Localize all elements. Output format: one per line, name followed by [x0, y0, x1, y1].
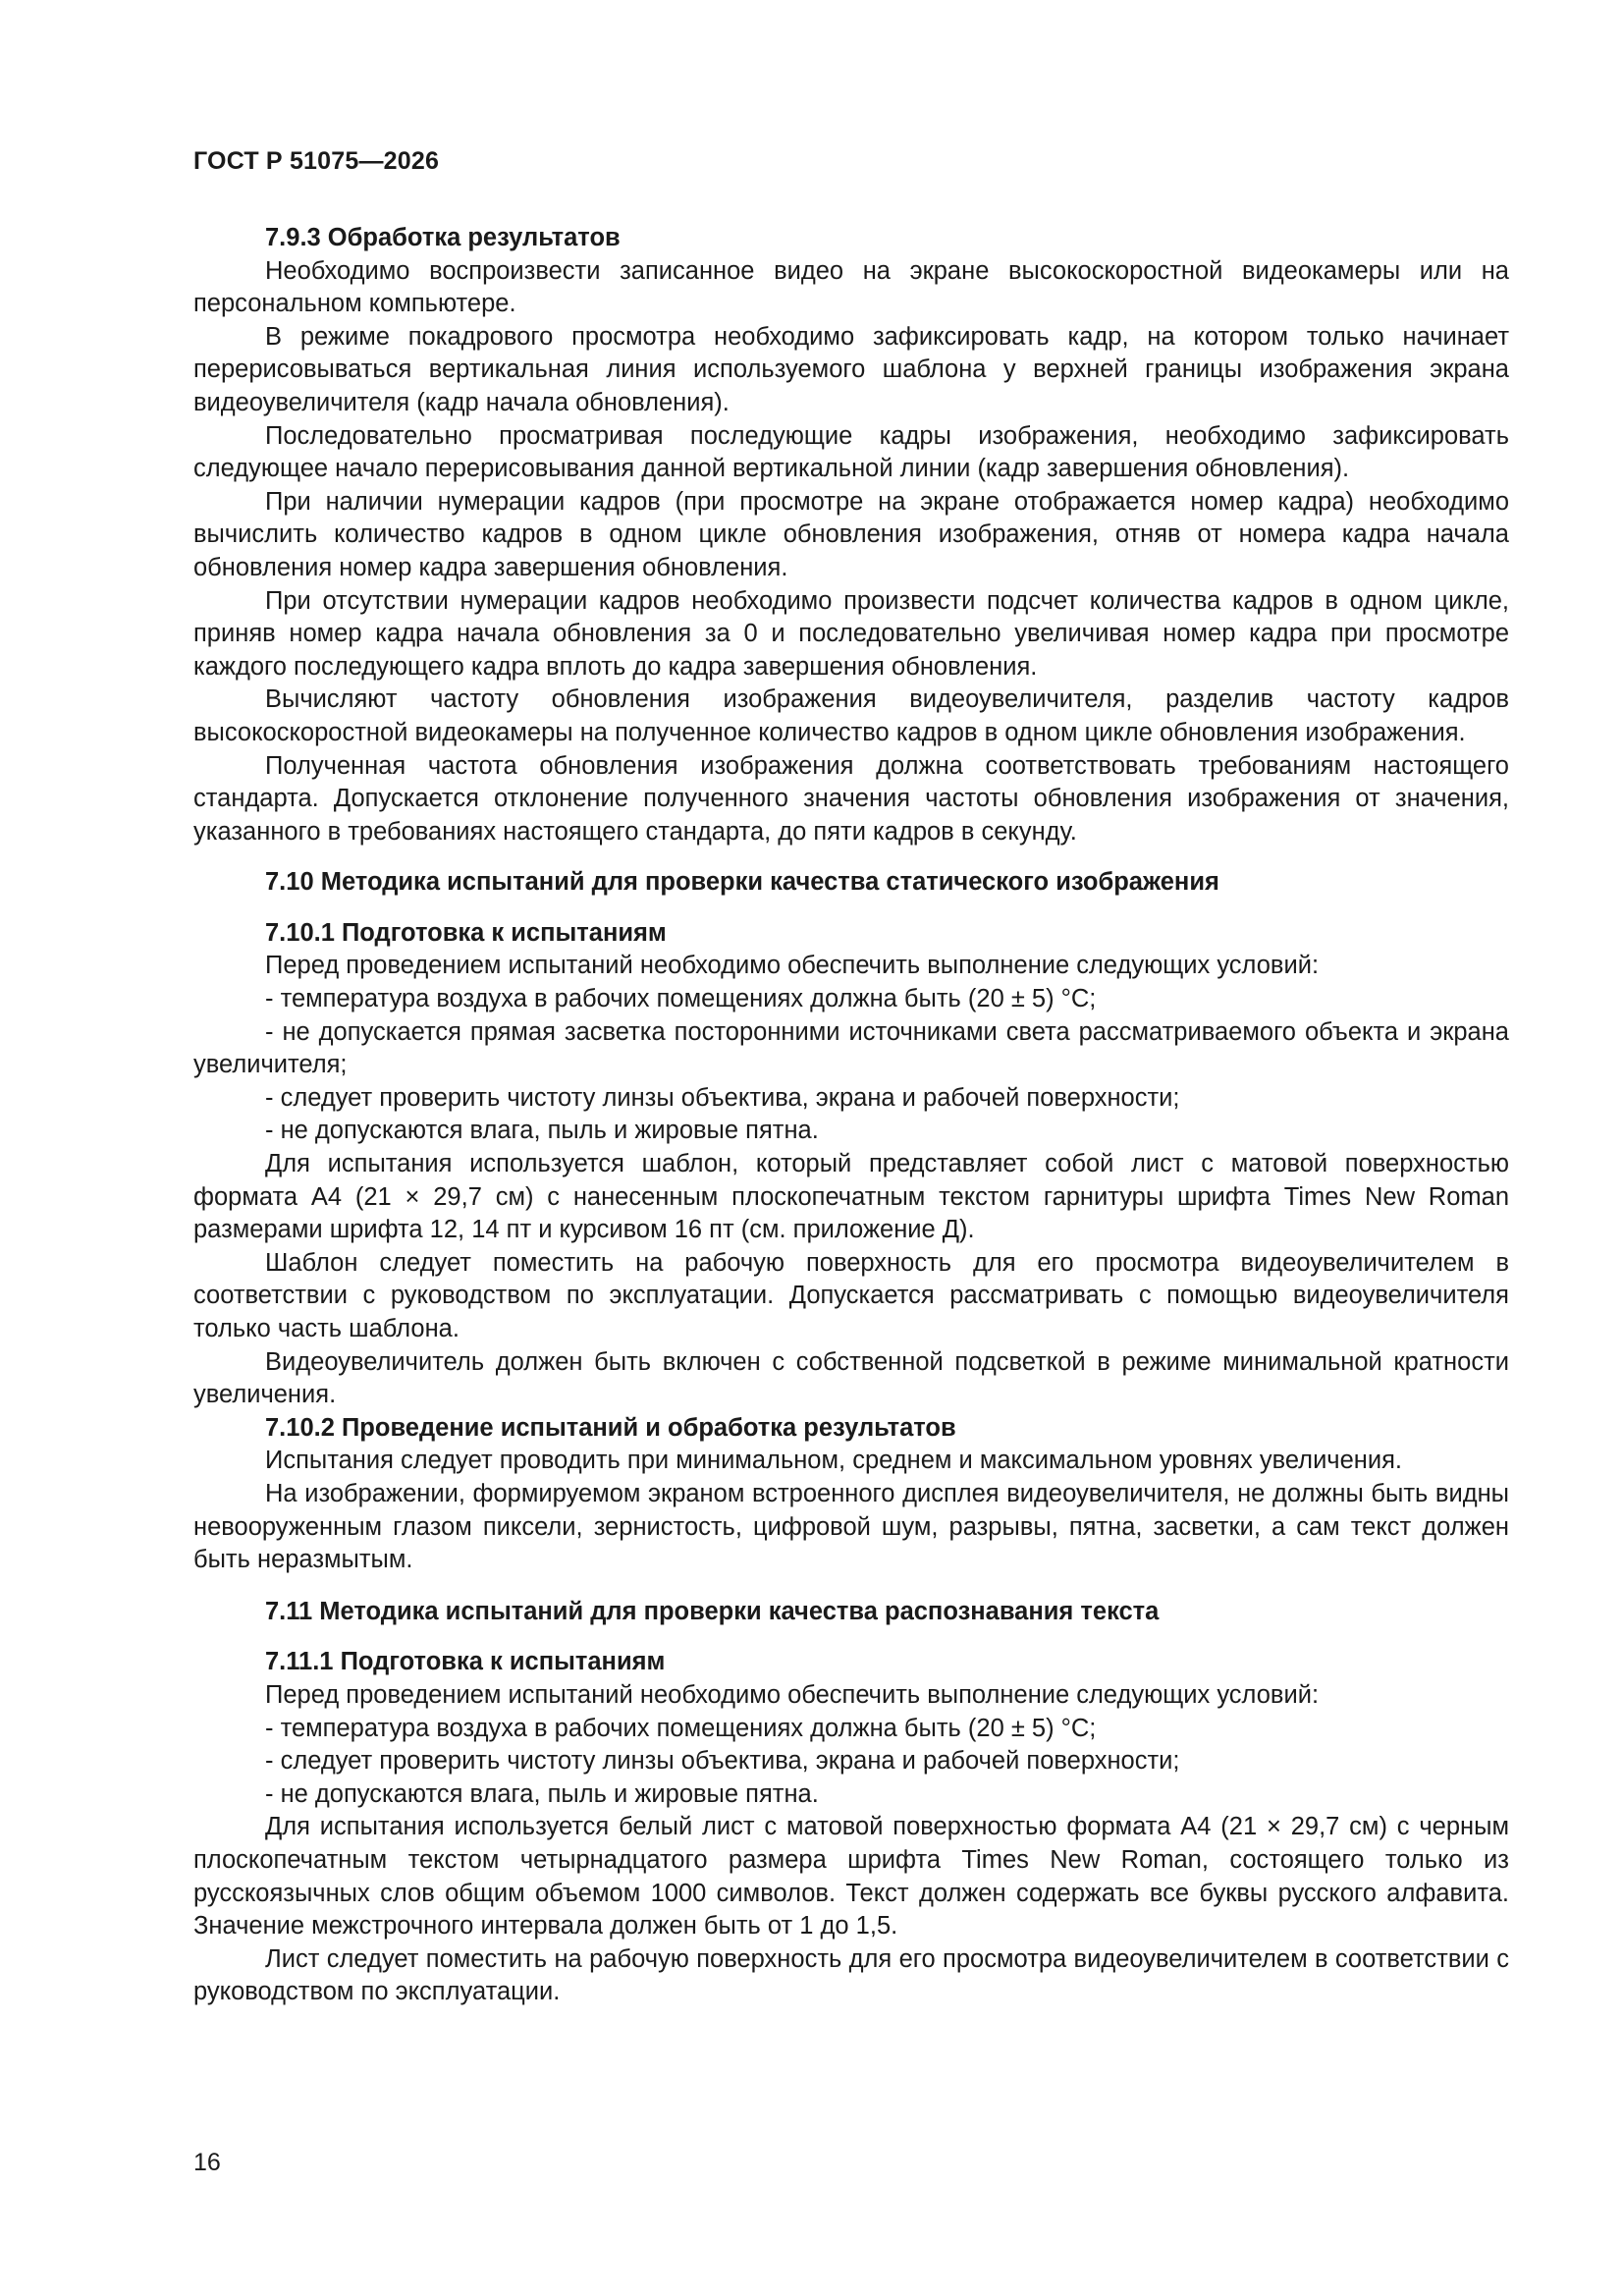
list-item: - не допускаются влага, пыль и жировые пятна. — [265, 1779, 819, 1808]
list-item: - температура воздуха в рабочих помещениях должна быть (20 ± 5) °С; — [265, 985, 1097, 1013]
paragraph: На изображении, формируемом экраном встроенного дисплея видеоувеличителя, не должны быть видны невооруженным глазом пиксели, зернистость, цифровой шум, разрывы, пятна, засветки, а сам текст должен быть неразмытым. — [193, 1479, 1509, 1574]
paragraph: Перед проведением испытаний необходимо обеспечить выполнение следующих условий: — [265, 1680, 1320, 1709]
paragraph: Лист следует поместить на рабочую поверхность для его просмотра видеоувеличителем в соответствии с руководством по эксплуатации. — [193, 1944, 1509, 2006]
paragraph: В режиме покадрового просмотра необходимо зафиксировать кадр, на котором только начинает перерисовываться вертикальная линия используемого шаблона у верхней границы изображения экрана видеоувеличителя (кадр начала обновления). — [193, 322, 1509, 416]
section-heading-7-11: 7.11 Методика испытаний для проверки качества распознавания текста — [265, 1597, 1160, 1625]
standard-id-header: ГОСТ Р 51075—2026 — [193, 147, 440, 175]
section-heading-7-10-2: 7.10.2 Проведение испытаний и обработка результатов — [265, 1413, 956, 1442]
paragraph: Шаблон следует поместить на рабочую поверхность для его просмотра видеоувеличителем в соответствии с руководством по эксплуатации. Допускается рассматривать с помощью видеоувеличителя только часть шаблона. — [193, 1248, 1509, 1342]
paragraph: При наличии нумерации кадров (при просмотре на экране отображается номер кадра) необходимо вычислить количество кадров в одном цикле обновления изображения, отняв от номера кадра начала обновления номер кадра завершения обновления. — [193, 487, 1509, 581]
paragraph: Испытания следует проводить при минимальном, среднем и максимальном уровнях увеличения. — [265, 1447, 1402, 1475]
paragraph: Полученная частота обновления изображения должна соответствовать требованиям настоящего стандарта. Допускается отклонение полученного значения частоты обновления изображения от значения, указанного в требованиях настоящего стандарта, до пяти кадров в секунду. — [193, 751, 1509, 846]
paragraph: Для испытания используется шаблон, который представляет собой лист с матовой поверхностью формата А4 (21 × 29,7 см) с нанесенным плоскопечатным текстом гарнитуры шрифта Times New Roman размерами шрифта 12, 14 пт и курсивом 16 пт (см. приложение Д). — [193, 1150, 1509, 1244]
document-body — [193, 222, 1509, 2009]
paragraph: Для испытания используется белый лист с матовой поверхностью формата А4 (21 × 29,7 см) с черным плоскопечатным текстом четырнадцатого размера шрифта Times New Roman, состоящего только из русскоязычных слов общим объемом 1000 символов. Текст должен содержать все буквы русского алфавита. Значение межстрочного интервала должен быть от 1 до 1,5. — [193, 1813, 1509, 1941]
list-item: - следует проверить чистоту линзы объектива, экрана и рабочей поверхности; — [265, 1747, 1180, 1776]
paragraph: Перед проведением испытаний необходимо обеспечить выполнение следующих условий: — [265, 952, 1320, 980]
paragraph: Вычисляют частоту обновления изображения видеоувеличителя, разделив частоту кадров высокоскоростной видеокамеры на полученное количество кадров в одном цикле обновления изображения. — [193, 685, 1509, 746]
paragraph: Последовательно просматривая последующие кадры изображения, необходимо зафиксировать следующее начало перерисовывания данной вертикальной линии (кадр завершения обновления). — [193, 421, 1509, 483]
paragraph: При отсутствии нумерации кадров необходимо произвести подсчет количества кадров в одном цикле, приняв номер кадра начала обновления за 0 и последовательно увеличивая номер кадра при просмотре каждого последующего кадра вплоть до кадра завершения обновления. — [193, 586, 1509, 681]
section-heading-7-9-3: 7.9.3 Обработка результатов — [265, 224, 621, 251]
list-item: - температура воздуха в рабочих помещениях должна быть (20 ± 5) °С; — [265, 1714, 1097, 1742]
page-number: 16 — [193, 2149, 221, 2176]
list-item: - следует проверить чистоту линзы объектива, экрана и рабочей поверхности; — [265, 1083, 1180, 1112]
section-heading-7-10: 7.10 Методика испытаний для проверки качества статического изображения — [265, 868, 1219, 897]
section-heading-7-11-1: 7.11.1 Подготовка к испытаниям — [265, 1648, 666, 1676]
list-item: - не допускается прямая засветка посторонними источниками света рассматриваемого объекта и экрана увеличителя; — [193, 1017, 1509, 1079]
list-item: - не допускаются влага, пыль и жировые пятна. — [265, 1117, 819, 1145]
paragraph: Необходимо воспроизвести записанное видео на экране высокоскоростной видеокамеры или на персональном компьютере. — [193, 256, 1509, 318]
paragraph: Видеоувеличитель должен быть включен с собственной подсветкой в режиме минимальной кратности увеличения. — [193, 1347, 1509, 1409]
section-heading-7-10-1: 7.10.1 Подготовка к испытаниям — [265, 918, 667, 947]
